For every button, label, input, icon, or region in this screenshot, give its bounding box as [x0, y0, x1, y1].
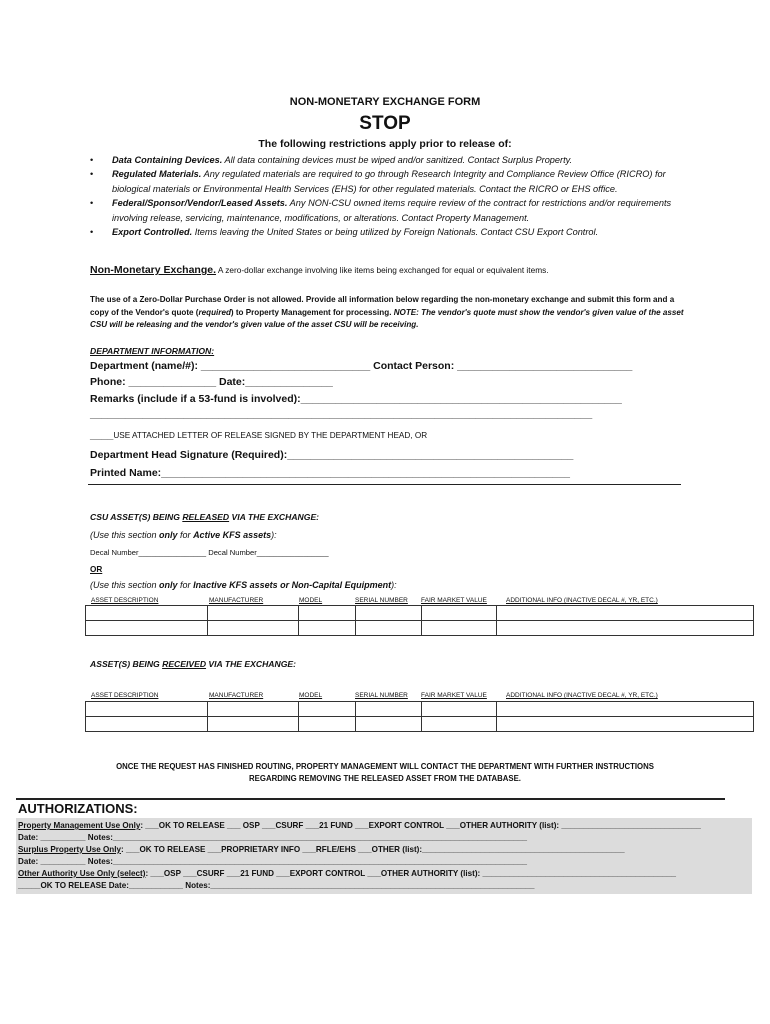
table-cell[interactable]: [356, 702, 422, 717]
received-heading-a: ASSET(S) BEING: [90, 659, 163, 669]
col-manufacturer: MANUFACTURER: [209, 597, 264, 604]
table-cell[interactable]: [86, 717, 208, 732]
department-heading: DEPARTMENT INFORMATION:: [90, 346, 215, 356]
remarks-line[interactable]: Remarks (include if a 53-fund is involved):_______________________________________________________: [90, 393, 622, 405]
col-manufacturer: MANUFACTURER: [209, 692, 264, 699]
department-line[interactable]: Department (name/#): _____________________________ Contact Person: ______________________________: [90, 360, 633, 372]
col-model: MODEL: [299, 597, 323, 604]
released-heading: [90, 512, 319, 522]
active-a: (Use this section: [90, 530, 160, 540]
table-cell[interactable]: [208, 621, 299, 636]
nme-description: A zero-dollar exchange involving like items being exchanged for equal or equivalent items.: [216, 265, 549, 275]
oa-options[interactable]: : ___OSP ___CSURF ___21 FUND ___EXPORT CONTROL ___OTHER AUTHORITY (list): ___________________________________________: [145, 869, 677, 878]
active-kfs-note: [90, 530, 277, 540]
letter-blank[interactable]: ____: [90, 429, 114, 441]
inactive-b: only: [159, 580, 178, 590]
bullet-icon: •: [90, 198, 94, 209]
table-cell[interactable]: [497, 606, 754, 621]
divider: [88, 484, 681, 485]
table-cell[interactable]: [299, 702, 356, 717]
restriction-title: Data Containing Devices.: [112, 155, 223, 165]
bullet-icon: •: [90, 227, 94, 238]
instructions-text-2: ) to Property Management for processing.: [230, 307, 394, 317]
table-cell[interactable]: [299, 621, 356, 636]
restriction-text: Any NON-CSU owned items require review of the contract for restrictions and/or requirements involving release, servicing, maintenance, modifications, or alterations. Contact Property Management.: [112, 198, 672, 223]
col-asset-description: ASSET DESCRIPTION: [91, 597, 159, 604]
table-cell[interactable]: [497, 717, 754, 732]
other-authority-row[interactable]: [18, 869, 676, 878]
table-cell[interactable]: [208, 606, 299, 621]
released-heading-a: CSU ASSET(S) BEING: [90, 512, 183, 522]
restriction-item: [90, 196, 690, 225]
inactive-d: Inactive KFS assets or Non-Capital Equipment: [193, 580, 392, 590]
restrictions-heading: The following restrictions apply prior to release of:: [258, 138, 512, 150]
restriction-item: [90, 153, 690, 167]
table-cell[interactable]: [299, 606, 356, 621]
restriction-text: Any regulated materials are required to go through Research Integrity and Compliance Review Office (RICRO) for biological materials or Environmental Health Services (EHS) for other regulated materials. Contact the RICRO or EHS office.: [112, 169, 666, 194]
oa-label: Other Authority Use Only (select): [18, 869, 146, 878]
nme-heading: Non-Monetary Exchange.: [90, 264, 217, 276]
col-serial-number: SERIAL NUMBER: [355, 692, 408, 699]
property-management-date-row[interactable]: Date: __________ Notes:____________________________________________________________________________________________: [18, 833, 528, 842]
authorizations-heading: AUTHORIZATIONS:: [18, 801, 138, 816]
stop-heading: STOP: [359, 113, 411, 134]
property-management-row[interactable]: [18, 821, 701, 830]
routing-notice: [0, 761, 770, 785]
restriction-title: Export Controlled.: [112, 227, 193, 238]
inactive-kfs-note: [90, 580, 397, 590]
table-cell[interactable]: [208, 717, 299, 732]
released-assets-table: [85, 605, 754, 636]
other-authority-release-row[interactable]: _____OK TO RELEASE Date:____________ Notes:________________________________________________________________________: [18, 881, 535, 890]
pm-options[interactable]: : ___OK TO RELEASE ___ OSP ___CSURF ___21 FUND ___EXPORT CONTROL ___OTHER AUTHORITY (list): _______________________________: [140, 821, 701, 830]
table-cell[interactable]: [86, 702, 208, 717]
col-serial-number: SERIAL NUMBER: [355, 597, 408, 604]
received-assets-table: [85, 701, 754, 732]
restriction-title: Federal/Sponsor/Vendor/Leased Assets.: [112, 198, 288, 209]
table-cell[interactable]: [299, 717, 356, 732]
table-cell[interactable]: [497, 702, 754, 717]
surplus-property-date-row[interactable]: Date: __________ Notes:____________________________________________________________________________________________: [18, 857, 528, 866]
remarks-line-2[interactable]: ______________________________________________________________________________________: [90, 408, 593, 420]
inactive-c: for: [177, 580, 194, 590]
letter-text: USE ATTACHED LETTER OF RELEASE SIGNED BY THE DEPARTMENT HEAD, OR: [113, 431, 428, 440]
authorizations-divider: [16, 798, 725, 800]
received-heading-b: VIA THE EXCHANGE:: [206, 659, 296, 669]
surplus-property-row[interactable]: [18, 845, 625, 854]
routing-notice-line: ONCE THE REQUEST HAS FINISHED ROUTING, PROPERTY MANAGEMENT WILL CONTACT THE DEPARTMENT WITH FURTHER INSTRUCTIONS: [116, 762, 654, 771]
table-cell[interactable]: [208, 702, 299, 717]
col-additional-info: ADDITIONAL INFO (INACTIVE DECAL #, YR, ETC.): [506, 692, 658, 699]
or-label: OR: [90, 565, 103, 574]
table-cell[interactable]: [422, 717, 497, 732]
table-cell[interactable]: [356, 717, 422, 732]
routing-notice-line: REGARDING REMOVING THE RELEASED ASSET FROM THE DATABASE.: [249, 774, 521, 784]
table-row: [86, 621, 754, 636]
active-c: for: [177, 530, 194, 540]
table-cell[interactable]: [422, 702, 497, 717]
col-fair-market-value: FAIR MARKET VALUE: [421, 597, 487, 604]
signature-line[interactable]: Department Head Signature (Required):_________________________________________________: [90, 449, 574, 461]
col-model: MODEL: [299, 692, 323, 699]
table-row: [86, 606, 754, 621]
active-e: ):: [271, 530, 277, 540]
restriction-item: [90, 225, 690, 239]
released-heading-u: RELEASED: [182, 512, 230, 522]
restriction-text: Items leaving the United States or being utilized by Foreign Nationals. Contact CSU Export Control.: [192, 227, 599, 238]
table-cell[interactable]: [497, 621, 754, 636]
table-cell[interactable]: [356, 621, 422, 636]
restrictions-list: [90, 153, 690, 239]
form-title: NON-MONETARY EXCHANGE FORM: [289, 96, 481, 108]
active-b: only: [159, 530, 178, 540]
sp-label: Surplus Property Use Only: [18, 845, 121, 854]
table-cell[interactable]: [86, 621, 208, 636]
active-d: Active KFS assets: [193, 530, 272, 540]
sp-options[interactable]: : ___OK TO RELEASE ___PROPRIETARY INFO ___RFLE/EHS ___OTHER (list):_____________________________________________: [121, 845, 625, 854]
decal-number-fields[interactable]: Decal Number________________ Decal Number_________________: [90, 548, 329, 557]
col-additional-info: ADDITIONAL INFO (INACTIVE DECAL #, YR, ETC.): [506, 597, 658, 604]
table-row: [86, 702, 754, 717]
inactive-e: ):: [391, 580, 397, 590]
instructions-paragraph: [90, 294, 690, 332]
table-cell[interactable]: [86, 606, 208, 621]
inactive-a: (Use this section: [90, 580, 160, 590]
bullet-icon: •: [90, 169, 94, 180]
instructions-required: required: [198, 307, 231, 317]
received-heading-u: RECEIVED: [162, 659, 207, 669]
table-row: [86, 717, 754, 732]
printed-name-line[interactable]: Printed Name:______________________________________________________________________: [90, 467, 570, 479]
received-heading: [90, 659, 296, 669]
instructions-note: NOTE: The vendor's quote must show the vendor's given value of the asset CSU will be releasing and the vendor's given value of the asset CSU will be receiving.: [90, 307, 684, 330]
table-cell[interactable]: [422, 621, 497, 636]
restriction-title: Regulated Materials.: [112, 169, 202, 180]
col-fair-market-value: FAIR MARKET VALUE: [421, 692, 487, 699]
instructions-text: The use of a Zero-Dollar Purchase Order is not allowed. Provide all information below regarding the non-monetary exchange and submit this form and a copy of the Vendor's quote (: [90, 295, 675, 317]
phone-date-line[interactable]: Phone: _______________ Date:_______________: [90, 376, 333, 388]
pm-label: Property Management Use Only: [18, 821, 141, 830]
bullet-icon: •: [90, 155, 94, 165]
restriction-item: [90, 167, 690, 196]
table-cell[interactable]: [422, 606, 497, 621]
table-cell[interactable]: [356, 606, 422, 621]
nme-definition: [90, 264, 549, 276]
letter-of-release-option[interactable]: [90, 429, 427, 441]
released-heading-b: VIA THE EXCHANGE:: [229, 512, 320, 522]
col-asset-description: ASSET DESCRIPTION: [91, 692, 159, 699]
restriction-text: All data containing devices must be wiped and/or sanitized. Contact Surplus Property.: [222, 155, 573, 165]
